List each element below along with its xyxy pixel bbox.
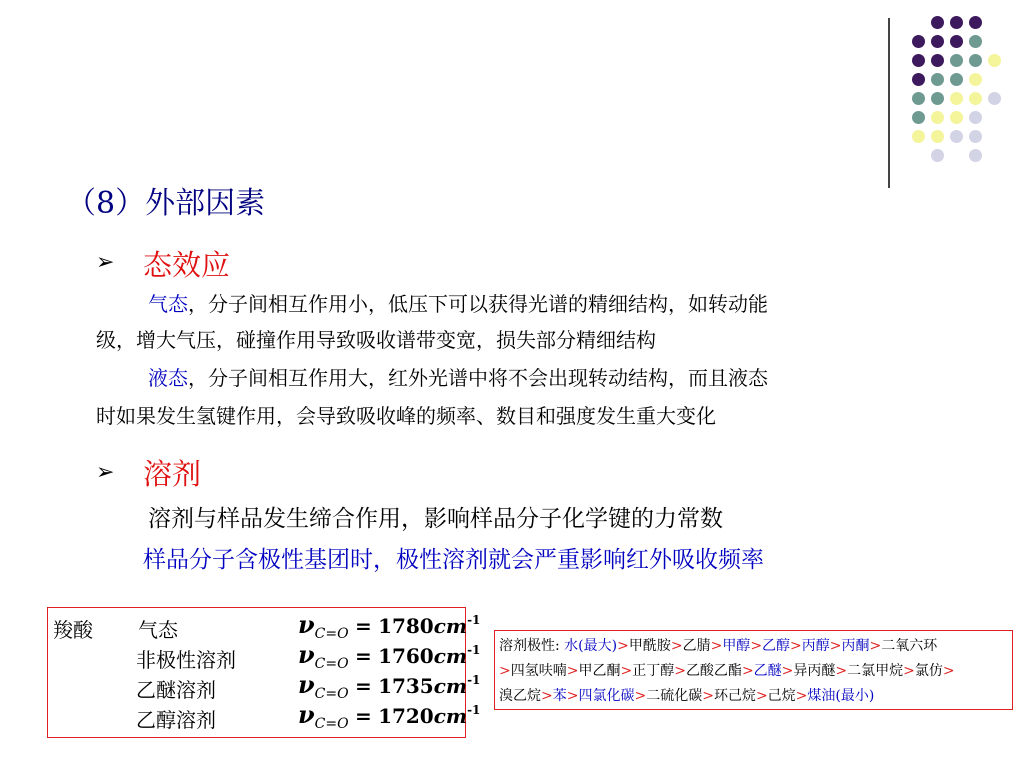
solvent-name: 四氯化碳 [578, 688, 635, 704]
solvent-name: 煤油(最小) [807, 688, 875, 704]
decorative-dot [931, 16, 944, 29]
nu-subscript: C=O [314, 686, 349, 702]
solvent-name: 水(最大) [564, 638, 618, 654]
solvent-name: 苯 [552, 688, 567, 704]
greater-than-sign: > [634, 688, 647, 704]
state-label: 气态 [138, 618, 178, 642]
nu-symbol: ν [298, 610, 315, 639]
liquid-paragraph-line2: 时如果发生氢键作用，会导致吸收峰的频率、数目和强度发生重大变化 [96, 404, 716, 428]
decorative-dot [969, 92, 982, 105]
page-title: （8）外部因素 [66, 186, 266, 221]
greater-than-sign: > [903, 663, 915, 679]
decorative-dot-grid [0, 0, 1024, 200]
unit: cm [433, 614, 468, 638]
liquid-term: 液态 [148, 366, 188, 390]
solvent-name: 二硫化碳 [646, 688, 703, 704]
decorative-dot [931, 35, 944, 48]
decorative-dot [969, 149, 982, 162]
greater-than-sign: > [790, 638, 802, 654]
greater-than-sign: > [829, 638, 842, 654]
bullet-arrow-icon: ➢ [96, 460, 115, 485]
decorative-dot [950, 54, 963, 67]
solvent-name: 正丁醇 [632, 663, 675, 679]
nu-subscript: C=O [314, 626, 349, 642]
decorative-dot [931, 130, 944, 143]
frequency-expression [298, 640, 481, 672]
decorative-dot [950, 130, 963, 143]
equals-sign: = [354, 704, 372, 728]
solvent-name: 甲醇 [722, 638, 751, 654]
solvent-name: 溴乙烷 [499, 688, 541, 704]
decorative-dot [931, 73, 944, 86]
greater-than-sign: > [674, 663, 686, 679]
greater-than-sign: > [710, 638, 723, 654]
unit-exponent: -1 [467, 703, 481, 717]
unit-exponent: -1 [467, 643, 481, 657]
unit: cm [433, 644, 468, 668]
equals-sign: = [354, 614, 372, 638]
decorative-dot [950, 35, 963, 48]
compound-label: 羧酸 [53, 618, 93, 642]
polarity-lead: 溶剂极性: [499, 638, 560, 654]
polarity-line-1 [499, 635, 937, 655]
greater-than-sign: > [566, 688, 579, 704]
decorative-dot [931, 92, 944, 105]
section-heading-state-effect: 态效应 [143, 248, 231, 282]
decorative-dot [912, 111, 925, 124]
gas-text-1: ，分子间相互作用小，低压下可以获得光谱的精细结构，如转动能 [188, 292, 768, 316]
section-heading-solvent: 溶剂 [143, 457, 202, 491]
solvent-paragraph-line1: 溶剂与样品发生缔合作用，影响样品分子化学键的力常数 [148, 506, 723, 532]
decorative-dot [969, 130, 982, 143]
decorative-dot [988, 54, 1001, 67]
decorative-dot [950, 92, 963, 105]
decorative-dot [912, 130, 925, 143]
greater-than-sign: > [617, 638, 629, 654]
nu-symbol: ν [298, 640, 315, 669]
solvent-paragraph-line2: 样品分子含极性基团时，极性溶剂就会严重影响红外吸收频率 [143, 547, 764, 573]
decorative-dot [950, 16, 963, 29]
solvent-name: 异丙醚 [793, 663, 836, 679]
decorative-dot [912, 73, 925, 86]
solvent-name: 丙酮 [841, 638, 870, 654]
unit-exponent: -1 [467, 673, 481, 687]
decorative-dot [969, 16, 982, 29]
frequency-value: 1780 [378, 614, 434, 638]
greater-than-sign: > [499, 663, 511, 679]
greater-than-sign: > [781, 663, 794, 679]
solvent-name: 二氯甲烷 [847, 663, 904, 679]
solvent-name: 己烷 [767, 688, 796, 704]
decorative-dot [931, 149, 944, 162]
greater-than-sign: > [795, 688, 808, 704]
liquid-text-1: ，分子间相互作用大，红外光谱中将不会出现转动结构，而且液态 [188, 366, 768, 390]
solvent-polarity-box [494, 630, 1013, 710]
nu-subscript: C=O [314, 716, 349, 732]
greater-than-sign: > [620, 663, 633, 679]
greater-than-sign: > [566, 663, 579, 679]
solvent-name: 乙醚 [753, 663, 782, 679]
state-label: 非极性溶剂 [136, 648, 236, 672]
decorative-dot [969, 73, 982, 86]
greater-than-sign: > [750, 638, 763, 654]
unit: cm [433, 674, 468, 698]
unit: cm [433, 704, 468, 728]
decorative-dot [912, 54, 925, 67]
equals-sign: = [354, 644, 372, 668]
decorative-vertical-line [888, 18, 890, 188]
gas-term: 气态 [148, 292, 188, 316]
greater-than-sign: > [670, 638, 683, 654]
solvent-name: 丙醇 [801, 638, 830, 654]
gas-paragraph-line1 [148, 287, 768, 321]
decorative-dot [950, 111, 963, 124]
greater-than-sign: > [741, 663, 754, 679]
solvent-name: 环己烷 [713, 688, 756, 704]
polarity-line-2 [499, 660, 955, 680]
gas-paragraph-line2: 级，增大气压，碰撞作用导致吸收谱带变宽，损失部分精细结构 [96, 328, 656, 352]
greater-than-sign: > [541, 688, 553, 704]
decorative-dot [988, 92, 1001, 105]
solvent-name: 甲酰胺 [628, 638, 671, 654]
frequency-value: 1760 [378, 644, 434, 668]
decorative-dot [912, 35, 925, 48]
solvent-name: 四氢呋喃 [510, 663, 567, 679]
decorative-dot [912, 92, 925, 105]
bullet-arrow-icon: ➢ [96, 250, 115, 275]
frequency-expression [298, 610, 481, 642]
solvent-name: 二氧六环 [881, 638, 938, 654]
solvent-name: 氯仿 [914, 663, 943, 679]
nu-symbol: ν [298, 700, 315, 729]
polarity-line-3 [499, 685, 874, 705]
equals-sign: = [354, 674, 372, 698]
state-label: 乙醇溶剂 [136, 708, 216, 732]
decorative-dot [969, 54, 982, 67]
solvent-name: 甲乙酮 [578, 663, 621, 679]
nu-subscript: C=O [314, 656, 349, 672]
nu-symbol: ν [298, 670, 315, 699]
decorative-dot [969, 111, 982, 124]
carboxylic-acid-frequency-box [47, 607, 481, 738]
decorative-dot [931, 54, 944, 67]
frequency-expression [298, 670, 481, 702]
greater-than-sign: > [942, 663, 955, 679]
greater-than-sign: > [755, 688, 768, 704]
decorative-dot [969, 35, 982, 48]
decorative-dot [931, 111, 944, 124]
liquid-paragraph-line1 [148, 361, 768, 395]
solvent-name: 乙腈 [682, 638, 711, 654]
decorative-dot [950, 73, 963, 86]
greater-than-sign: > [835, 663, 848, 679]
unit-exponent: -1 [467, 613, 481, 627]
solvent-name: 乙酸乙酯 [685, 663, 742, 679]
greater-than-sign: > [702, 688, 714, 704]
frequency-value: 1720 [378, 704, 434, 728]
state-label: 乙醚溶剂 [136, 678, 216, 702]
frequency-expression [298, 700, 481, 732]
greater-than-sign: > [869, 638, 882, 654]
solvent-name: 乙醇 [762, 638, 791, 654]
frequency-value: 1735 [378, 674, 434, 698]
